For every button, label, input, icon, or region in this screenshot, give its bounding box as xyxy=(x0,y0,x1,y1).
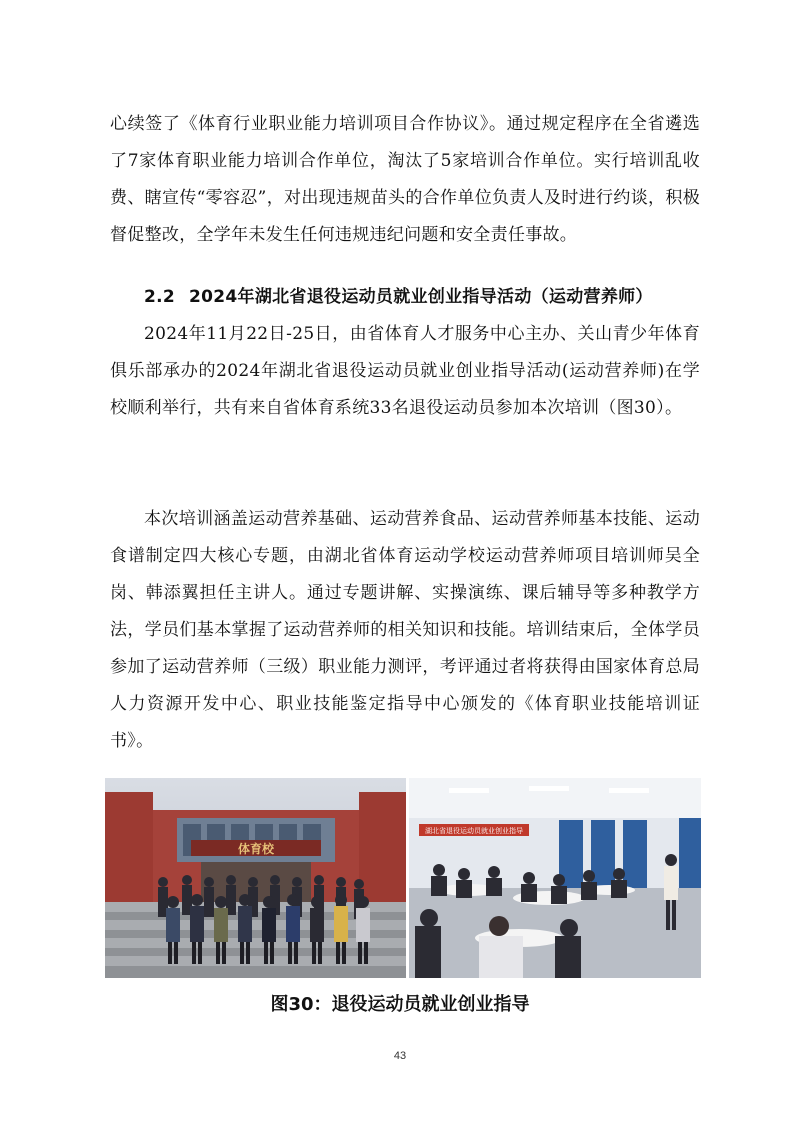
paragraph-event: 2024年11月22日-25日，由省体育人才服务中心主办、关山青少年体育俱乐部承办的2024年湖北省退役运动员就业创业指导活动(运动营养师)在学校顺利举行，共有来自省体育系统33名退役运动员参加本次培训（图30）。 xyxy=(110,324,700,418)
paragraph-continued: 心续签了《体育行业职业能力培训项目合作协议》。通过规定程序在全省遴选了7家体育职业能力培训合作单位，淘汰了5家培训合作单位。实行培训乱收费、瞎宣传“零容忍”，对出现违规苗头的合作单位负责人及时进行约谈，积极督促整改，全学年未发生任何违规违纪问题和安全责任事故。 xyxy=(110,114,700,245)
classroom-photo xyxy=(409,778,701,978)
group-photo xyxy=(105,778,406,978)
page-number: 43 xyxy=(393,1050,407,1062)
building-sign: 体育校 xyxy=(237,842,275,856)
classroom-photo-illustration xyxy=(409,778,701,978)
figure-caption: 图30：退役运动员就业创业指导 xyxy=(270,994,530,1015)
paragraph-training: 本次培训涵盖运动营养基础、运动营养食品、运动营养师基本技能、运动食谱制定四大核心专题，由湖北省体育运动学校运动营养师项目培训师吴全岗、韩添翼担任主讲人。通过专题讲解、实操演练、课后辅导等多种教学方法，学员们基本掌握了运动营养师的相关知识和技能。培训结束后，全体学员参加了运动营养师（三级）职业能力测评，考评通过者将获得由国家体育总局人力资源开发中心、职业技能鉴定指导中心颁发的《体育职业技能培训证书》。 xyxy=(110,509,700,751)
section-title: 2024年湖北省退役运动员就业创业指导活动（运动营养师） xyxy=(189,287,653,307)
section-heading xyxy=(144,279,653,316)
classroom-banner: 湖北省退役运动员就业创业指导 xyxy=(425,827,523,835)
group-photo-illustration xyxy=(105,778,406,978)
section-number: 2.2 xyxy=(144,287,176,307)
